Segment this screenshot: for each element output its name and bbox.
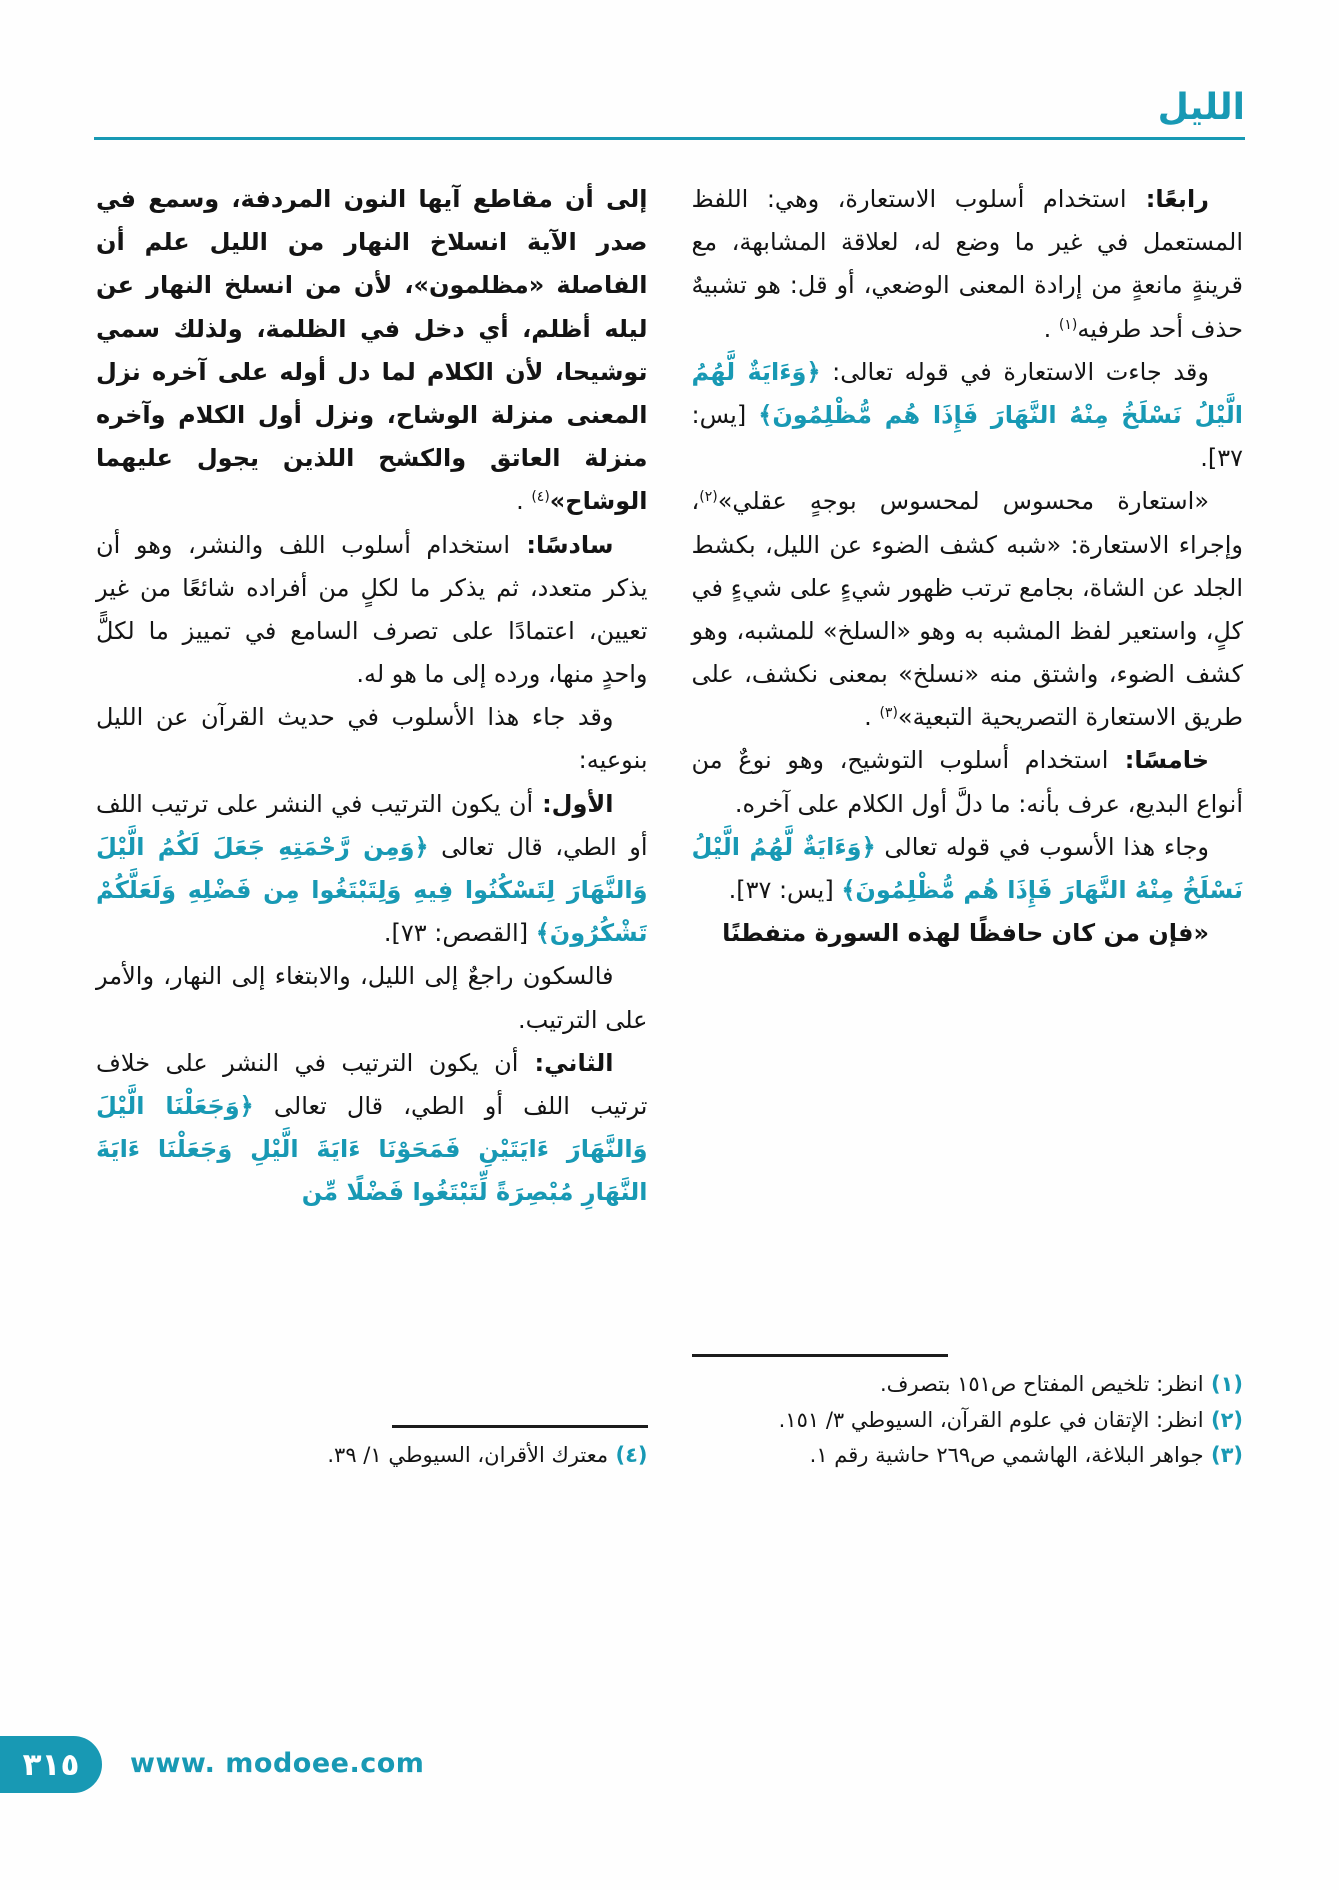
lead-word: إلى أن مقاطع آيها النون المردفة، وسمع في صدر الآية انسلاخ النهار من الليل علم أن الفاصلة «مظلمون»، لأن من انسلخ النهار عن ليله أظلم، أي دخل في الظلمة، ولذلك سمي توشيحا، لأن الكلام لما دل أوله على آخره نزل المعنى منزلة الوشاح، ونزل أول الكلام وآخره منزلة العاتق والكشح اللذين يجول عليهما الوشاح» xyxy=(96,185,648,516)
paragraph xyxy=(96,524,648,697)
text-run: وقد جاء هذا الأسلوب في حديث القرآن عن الليل بنوعيه: xyxy=(96,703,648,775)
text-run: انظر: تلخيص المفتاح ص١٥١ بتصرف. xyxy=(880,1371,1204,1396)
footnote-separator xyxy=(392,1425,648,1428)
footnote-number: (٢) xyxy=(1203,1407,1243,1432)
lead-word: الثاني: xyxy=(518,1048,614,1077)
right-column xyxy=(692,178,1244,1474)
text-run: جواهر البلاغة، الهاشمي ص٢٦٩ حاشية رقم ١. xyxy=(809,1443,1204,1468)
quran-verse: ﴿وَمِن رَّحْمَتِهِ جَعَلَ لَكُمُ الَّيْلَ وَالنَّهَارَ لِتَسْكُنُوا فِيهِ وَلِتَبْتَغُوا مِن فَضْلِهِ وَلَعَلَّكُمْ تَشْكُرُونَ﴾ xyxy=(96,832,648,948)
paragraph xyxy=(692,826,1244,912)
lead-word: رابعًا: xyxy=(1126,185,1209,213)
right-footnotes xyxy=(692,1350,1244,1474)
text-run: معترك الأقران، السيوطي ١/ ٣٩. xyxy=(327,1443,609,1468)
text-run: . xyxy=(1043,314,1059,343)
text-run: فالسكون راجعٌ إلى الليل، والابتغاء إلى النهار، والأمر على الترتيب. xyxy=(96,962,648,1034)
text-run: [يس: ٣٧]. xyxy=(691,400,1243,473)
lead-word: الأول: xyxy=(533,789,614,818)
footnote-number: (٣) xyxy=(1203,1443,1243,1468)
page-number-tab xyxy=(0,1736,102,1793)
text-run: أن يكون الترتيب في النشر على ترتيب اللف أو الطي، قال تعالى xyxy=(96,789,648,861)
quran-verse: ﴿وَجَعَلْنَا الَّيْلَ وَالنَّهَارَ ءَايَتَيْنِ فَمَحَوْنَا ءَايَةَ الَّيْلِ وَجَعَلْنَا ءَايَةَ النَّهَارِ مُبْصِرَةً لِّتَبْتَغُوا فَضْلًا مِّن xyxy=(96,1091,648,1207)
page-number: ٣١٥ xyxy=(22,1746,80,1783)
paragraph xyxy=(692,912,1244,955)
footnote-number: (١) xyxy=(1203,1371,1243,1396)
page-title: الليل xyxy=(1157,87,1245,128)
quran-verse: ﴿وَءَايَةٌ لَّهُمُ الَّيْلُ نَسْلَخُ مِنْهُ النَّهَارَ فَإِذَا هُم مُّظْلِمُونَ﴾ xyxy=(691,832,1243,904)
text-run: ، وإجراء الاستعارة: «شبه كشف الضوء عن الليل، بكشط الجلد عن الشاة، بجامع ترتب ظهور شيءٍ على شيءٍ في كلٍ، واستعير لفظ المشبه به وهو «السلخ» للمشبه، وهو كشف الضوء، واشتق منه «نسلخ» بمعنى نكشف، على طريق الاستعارة التصريحية التبعية» xyxy=(691,487,1243,732)
footnote xyxy=(96,1438,648,1474)
text-run: أن يكون الترتيب في النشر على خلاف ترتيب اللف أو الطي، قال تعالى xyxy=(96,1048,648,1120)
text-run: وقد جاءت الاستعارة في قوله تعالى: xyxy=(820,357,1209,386)
footnote xyxy=(692,1403,1244,1439)
paragraph xyxy=(692,178,1244,351)
text-run: وجاء هذا الأسوب في قوله تعالى xyxy=(875,832,1209,861)
footnote-ref: (٣) xyxy=(879,705,898,722)
left-column-text xyxy=(96,178,648,1215)
footnote xyxy=(692,1367,1244,1403)
footnote-ref: (٤) xyxy=(531,489,550,506)
paragraph xyxy=(96,783,648,956)
lead-word: خامسًا: xyxy=(1108,746,1210,775)
right-column-text xyxy=(692,178,1244,955)
footnote-separator xyxy=(692,1354,948,1357)
text-run: استخدام أسلوب الاستعارة، وهي: اللفظ المستعمل في غير ما وضع له، لعلاقة المشابهة، مع قرينةٍ مانعةٍ من إرادة المعنى الوضعي، أو قل: هو تشبيهٌ حذف أحد طرفيه xyxy=(691,185,1243,343)
paragraph xyxy=(96,178,648,524)
text-run: استخدام أسلوب اللف والنشر، وهو أن يذكر متعدد، ثم يذكر ما لكلٍ من أفراده شائعًا من غير تعيين، اعتمادًا على تصرف السامع في تمييز ما لكلًّ واحدٍ منها، ورده إلى ما هو له. xyxy=(96,530,648,689)
paragraph xyxy=(692,480,1244,739)
paragraph xyxy=(692,739,1244,825)
footnote-ref: (٢) xyxy=(699,489,718,506)
website-link[interactable]: www. modoee.com xyxy=(130,1748,425,1779)
header-rule xyxy=(94,137,1245,140)
text-run: . xyxy=(516,487,532,516)
left-footnotes xyxy=(96,1421,648,1474)
right-footnotes-list xyxy=(692,1367,1244,1474)
page-header xyxy=(94,86,1245,140)
footnote xyxy=(692,1438,1244,1474)
text-run: [يس: ٣٧]. xyxy=(728,876,842,904)
paragraph xyxy=(96,955,648,1041)
paragraph xyxy=(692,351,1244,481)
footnote-ref: (١) xyxy=(1058,316,1078,333)
paragraph xyxy=(96,1042,648,1215)
text-run: . xyxy=(864,703,880,732)
text-run: [القصص: ٧٣]. xyxy=(383,919,536,948)
text-columns xyxy=(96,178,1243,1474)
quran-verse: ﴿وَءَايَةٌ لَّهُمُ الَّيْلُ نَسْلَخُ مِنْهُ النَّهَارَ فَإِذَا هُم مُّظْلِمُونَ﴾ xyxy=(691,357,1244,429)
footnote-number: (٤) xyxy=(608,1443,648,1468)
text-run: انظر: الإتقان في علوم القرآن، السيوطي ٣/ ١٥١. xyxy=(778,1407,1204,1432)
lead-word: «فإن من كان حافظًا لهذه السورة متفطنًا xyxy=(722,919,1209,948)
left-column xyxy=(96,178,648,1474)
left-footnotes-list xyxy=(96,1438,648,1474)
paragraph xyxy=(96,696,648,782)
text-run: استخدام أسلوب التوشيح، وهو نوعٌ من أنواع البديع، عرف بأنه: ما دلَّ أول الكلام على آخره. xyxy=(691,746,1243,818)
text-run: «استعارة محسوس لمحسوس بوجهٍ عقلي» xyxy=(717,487,1209,516)
lead-word: سادسًا: xyxy=(510,530,614,559)
